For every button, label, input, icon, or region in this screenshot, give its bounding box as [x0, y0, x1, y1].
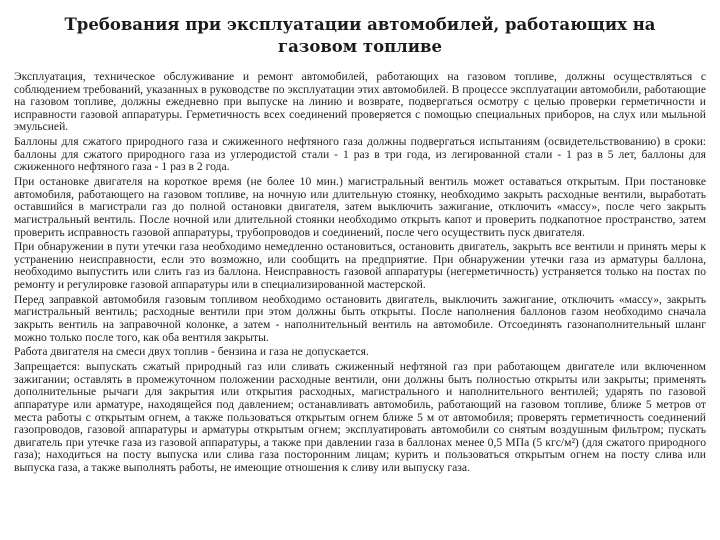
- paragraph-operation-maintenance: Эксплуатация, техническое обслуживание и ремонт автомобилей, работающих на газовом топливе, должны осуществляться с соблюдением требований, указанных в руководстве по эксплуатации этих автомобилей. В процессе эксплуатации автомобили, работающие на газовом топливе, должны ежедневно при выпуске на линию и возврате, подвергаться осмотру с целью проверки герметичности и исправности газовой аппаратуры. Герметичность всех соединений проверяется с помощью специальных приборов, на слух или мыльной эмульсией.: [14, 71, 706, 134]
- paragraph-gas-leak: При обнаружении в пути утечки газа необходимо немедленно остановиться, остановить двигатель, закрыть все вентили и принять меры к устранению неисправности, если это возможно, или сообщить на предприятие. При обнаружении утечки газа из арматуры баллона, необходимо выпустить или слить газ из баллона. Неисправность газовой аппаратуры (негерметичность) устраняется только на постах по ремонту и регулировке газовой аппаратуры или в специализированной мастерской.: [14, 240, 706, 292]
- paragraph-stopping-parking: При остановке двигателя на короткое время (не более 10 мин.) магистральный вентиль может оставаться открытым. При постановке автомобиля, работающего на газовом топливе, на ночную или длительную стоянку, необходимо закрыть расходные вентили, выработать оставшийся в магистрали газ до полной остановки двигателя, затем выключить зажигание, отключить «массу», после чего закрыть магистральный вентиль. После ночной или длительной стоянки необходимо открыть капот и проверить подкапотное пространство, затем проверить исправность газовой аппаратуры, трубопроводов и соединений, после чего осуществить пуск двигателя.: [14, 175, 706, 239]
- paragraph-prohibitions: Запрещается: выпускать сжатый природный газ или сливать сжиженный нефтяной газ при работающем двигателе или включенном зажигании; оставлять в промежуточном положении расходные вентили, они должны быть полностью открыты или закрыты; применять дополнительные рычаги для закрытия или открытия расходных, магистрального и наполнительного вентилей; ударять по газовой аппаратуре или арматуре, находящейся под давлением; останавливать автомобиль, работающий на газовом топливе, ближе 5 метров от места работы с открытым огнем, а также пользоваться открытым огнем ближе 5 м от автомобиля; проверять герметичность соединений газопроводов, газовой аппаратуры и арматуры открытым огнем; эксплуатировать автомобили со снятым воздушным фильтром; пускать двигатель при утечке газа из газовой аппаратуры, а также при давлении газа в баллонах менее 0,5 МПа (5 кгс/м²) (для сжатого природного газа); находиться на посту выпуска или слива газа посторонним лицам; курить и пользоваться открытым огнем на посту слива или выпуска газа, а также выполнять работы, не имеющие отношения к сливу или выпуску газа.: [14, 360, 706, 474]
- paragraph-cylinder-testing: Баллоны для сжатого природного газа и сжиженного нефтяного газа должны подвергаться испытаниям (освидетельствованию) в сроки: баллоны для сжатого природного газа из углеродистой стали - 1 раз в три года, из легированной стали - 1 раз в 5 лет, баллоны для сжиженного нефтяного газа - 1 раз в 2 года.: [14, 135, 706, 174]
- page-title: Требования при эксплуатации автомобилей, работающих на газовом топливе: [64, 15, 656, 56]
- paragraph-refueling: Перед заправкой автомобиля газовым топливом необходимо остановить двигатель, выключить зажигание, отключить «массу», закрыть магистральный вентиль; расходные вентили при этом должны быть открыты. После наполнения баллонов газом необходимо сначала закрыть вентиль на заправочной колонке, а затем - наполнительный вентиль на автомобиле. Отсоединять газонаполнительный шланг можно только после того, как оба вентиля закрыты.: [14, 292, 706, 344]
- paragraph-mixed-fuel: Работа двигателя на смеси двух топлив - бензина и газа не допускается.: [14, 345, 369, 359]
- document-body: [14, 71, 706, 531]
